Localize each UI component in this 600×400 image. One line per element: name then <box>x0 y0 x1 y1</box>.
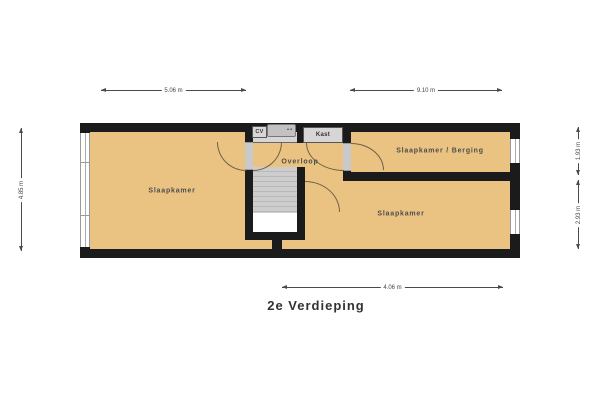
room-label-overloop: Overloop <box>281 158 319 166</box>
dimension-right-top-value: 1.93 m <box>576 139 582 163</box>
arrow-up-icon <box>576 180 580 185</box>
threshold-berging <box>343 143 351 171</box>
room-label-slaapkamer-left: Slaapkamer <box>148 187 196 195</box>
cv-closet-label-box <box>252 126 267 138</box>
wall-stub <box>272 240 282 249</box>
threshold-left-bedroom <box>245 142 253 170</box>
boiler-knobs-icon: • • <box>287 127 292 133</box>
dimension-bottom <box>282 285 503 291</box>
cv-label: CV <box>255 129 264 135</box>
room-label-slaapkamer-right: Slaapkamer <box>377 210 425 218</box>
arrow-right-icon <box>498 285 503 289</box>
arrow-right-icon <box>241 88 246 92</box>
window-glass-line <box>515 139 516 163</box>
arrow-down-icon <box>576 244 580 249</box>
room-label-slaapkamer-berging: Slaapkamer / Berging <box>396 147 484 155</box>
wall-left-top <box>80 123 90 133</box>
window-glass-line <box>85 133 86 247</box>
dimension-right-top <box>576 127 582 175</box>
window-glass-line <box>515 210 516 234</box>
wall-bottom <box>80 249 520 258</box>
arrow-left-icon <box>101 88 106 92</box>
wall-right-top <box>510 123 520 139</box>
dimension-top-right <box>350 88 502 94</box>
arrow-right-icon <box>497 88 502 92</box>
wall-stairwell-right <box>297 167 305 240</box>
stairs <box>253 167 297 213</box>
wall-berging-south <box>343 172 510 181</box>
dimension-right-bottom-value: 2.93 m <box>576 202 582 226</box>
dimension-bottom-value: 4.06 m <box>380 285 404 291</box>
wall-right-bottom <box>510 234 520 258</box>
dimension-top-left-value: 5.06 m <box>161 88 185 94</box>
wall-berging-west-lower <box>343 171 351 181</box>
wall-cv-kast-divider <box>296 126 303 143</box>
window-right-bottom <box>510 210 520 234</box>
wall-left-bedroom-lower <box>245 170 253 240</box>
wall-left-bottom <box>80 247 90 258</box>
dimension-right-bottom <box>576 180 582 249</box>
dimension-top-right-value: 9.10 m <box>414 88 438 94</box>
wall-right-middle <box>510 163 520 210</box>
arrow-down-icon <box>19 246 23 251</box>
window-right-top <box>510 139 520 163</box>
wall-stairwell-bottom <box>245 232 305 240</box>
page-title: 2e Verdieping <box>267 298 365 313</box>
arrow-left-icon <box>282 285 287 289</box>
window-left <box>80 133 90 247</box>
dimension-top-left <box>101 88 246 94</box>
kast-label: Kast <box>315 132 331 138</box>
arrow-up-icon <box>576 127 580 132</box>
boiler-icon <box>267 124 296 137</box>
arrow-down-icon <box>576 170 580 175</box>
arrow-left-icon <box>350 88 355 92</box>
kast-closet <box>303 127 343 143</box>
window-divider <box>81 215 89 216</box>
arrow-up-icon <box>19 128 23 133</box>
dimension-left-value: 4.85 m <box>19 177 25 201</box>
dimension-left <box>19 128 25 251</box>
stairs-landing <box>253 213 297 232</box>
window-divider <box>81 162 89 163</box>
wall-berging-west-upper <box>343 132 351 143</box>
